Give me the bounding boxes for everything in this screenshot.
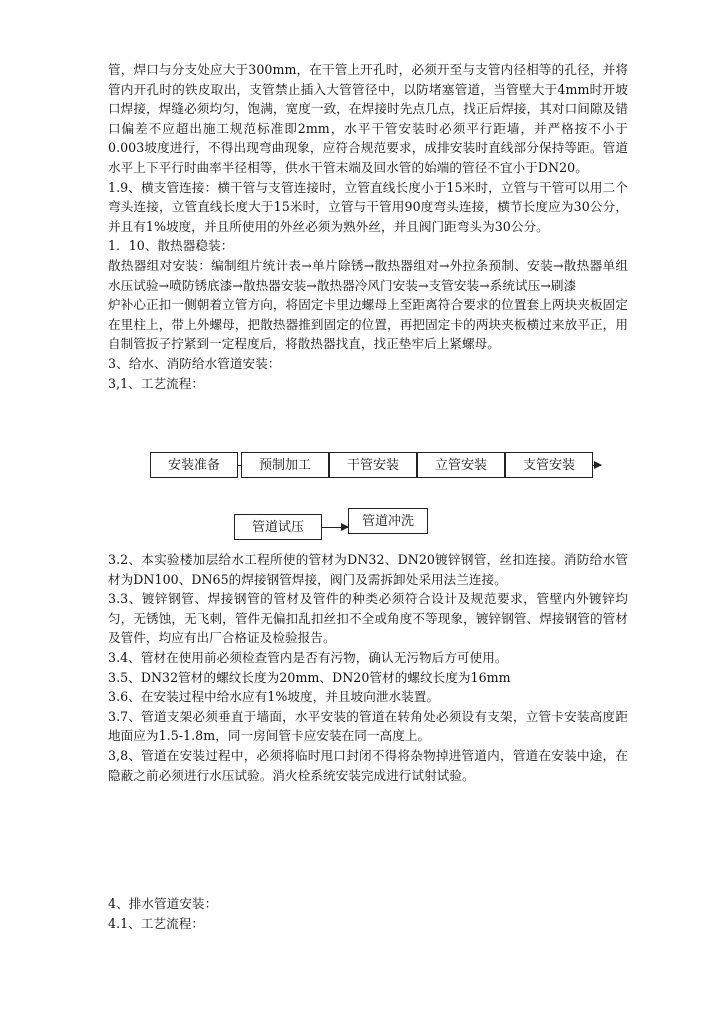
flow-step-prefabrication: 预制加工 [241, 452, 329, 478]
flow-step-branch: 支管安装 [505, 452, 593, 478]
flow-step-riser: 立管安装 [417, 452, 505, 478]
heading-process-flow: 3,1、工艺流程： [108, 375, 205, 391]
heading-drainage-process: 4.1、工艺流程： [108, 915, 205, 931]
paragraph-3-4: 3.4、管材在使用前必须检查管内是否有污物，确认无污物后方可使用。 [108, 649, 508, 665]
paragraph-radiator-fixing: 炉补心正扣一侧朝着立管方向，将固定卡里边螺母上至距离符合要求的位置套上两块夹板固定在里柱上，带上外螺母，把散热器推到固定的位置，再把固定卡的两块夹板横过来放平正，用自制管扳子拧紧到一定程度后，将散热器找直，找正垫牢后上紧螺母。 [108, 297, 628, 352]
flow-step-main-pipe: 干管安装 [329, 452, 417, 478]
heading-water-supply: 3、给水、消防给水管道安装： [108, 355, 281, 371]
flow-step-pressure-test: 管道试压 [234, 514, 322, 540]
flow-step-flushing: 管道冲洗 [348, 508, 428, 534]
paragraph-3-5: 3.5、DN32管材的螺纹长度为20mm、DN20管材的螺纹长度为16mm [108, 669, 511, 685]
paragraph-3-3: 3.3、镀锌钢管、焊接钢管的管材及管件的种类必须符合设计及规范要求，管壁内外镀锌均匀，无锈蚀，无飞刺，管件无偏扣乱扣丝扣不全或角度不等现象，镀锌钢管、焊接钢管的管材及管件，均应有出厂合格证及检验报告。 [108, 591, 628, 646]
heading-drainage: 4、排水管道安装： [108, 896, 218, 911]
paragraph-branch-connection: 1.9、横支管连接：横干管与支管连接时，立管直线长度小于15米时，立管与干管可以用二个弯头连接，立管直线长度大于15米时，立管与干管用90度弯头连接，横节长度应为30公分，并且有1%坡度，并且所使用的外丝必须为熟外丝，并且阀门距弯头为30公分。 [108, 179, 628, 234]
paragraph-3-2: 3.2、本实验楼加层给水工程所使的管材为DN32、DN20镀锌钢管，丝扣连接。消防给水管材为DN100、DN65的焊接钢管焊接，阀门及需拆卸处采用法兰连接。 [108, 552, 628, 587]
flow-step-preparation: 安装准备 [150, 452, 238, 478]
heading-radiator-install: 1．10、散热器稳装： [108, 238, 234, 254]
section-heating-and-water-supply [108, 60, 628, 393]
paragraph-radiator-process: 散热器组对安装：编制组片统计表→单片除锈→散热器组对→外拉条预制、安装→散热器单组水压试验→喷防锈底漆→散热器安装→散热器冷风门安装→支管安装→系统试压→刷漆 [108, 257, 628, 293]
paragraph-3-7: 3.7、管道支架必须垂直于墙面，水平安装的管道在转角处必须设有支架，立管卡安装高度距地面应为1.5-1.8m，同一房间管卡应安装在同一高度上。 [108, 708, 628, 744]
paragraph-3-8: 3,8、管道在安装过程中，必须将临时甩口封闭不得将杂物掉进管道内，管道在安装中途，在隐蔽之前必须进行水压试验。消火栓系统安装完成进行试射试验。 [108, 747, 628, 783]
process-flowchart [108, 452, 628, 542]
paragraph-welding: 管，焊口与分支处应大于300mm，在干管上开孔时，必须开至与支管内径相等的孔径，并将管内开孔时的铁皮取出，支管禁止插入大管管径中，以防堵塞管道，当管壁大于4mm时开坡口焊接，焊缝必须均匀，饱满，宽度一致，在焊接时先点几点，找正后焊接，其对口间隙及错口偏差不应超出施工规范标准即2mm，水平干管安装时必须平行距墙，并严格按不小于0.003坡度进行，不得出现弯曲现象，应符合规范要求，成排安装时直线部分保持等距。管道水平上下平行时曲率半径相等，供水干管末端及回水管的始端的管径不宜小于DN20。 [108, 62, 628, 175]
section-pipe-material [108, 550, 628, 785]
section-drainage [108, 894, 628, 933]
flow-arrow [322, 527, 348, 528]
flow-arrow [593, 465, 601, 466]
paragraph-3-6: 3.6、在安装过程中给水应有1%坡度，并且坡向泄水装置。 [108, 689, 440, 705]
